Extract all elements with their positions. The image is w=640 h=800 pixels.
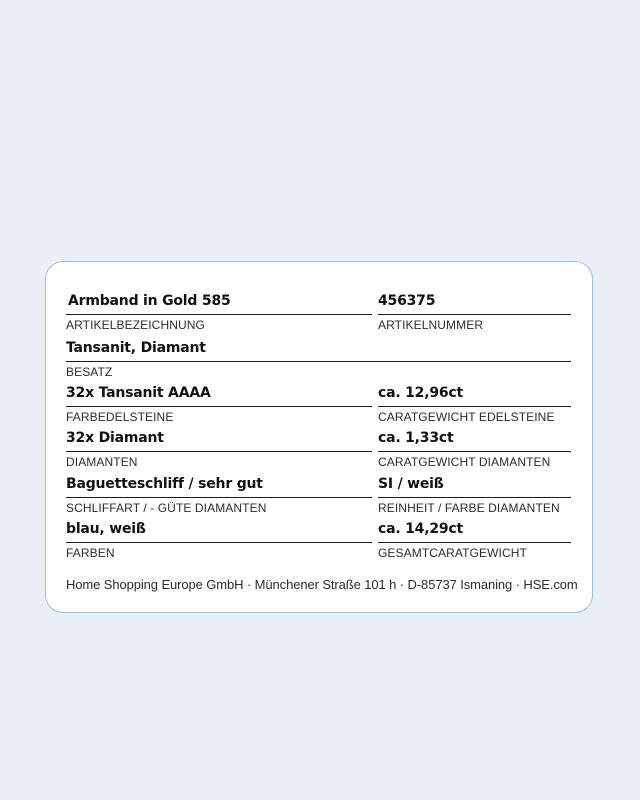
company-footer: Home Shopping Europe GmbH · Münchener Straße 101 h · D-85737 Ismaning · HSE.com <box>66 577 578 592</box>
divider-line <box>66 542 372 543</box>
gemstone-carat-label: CARATGEWICHT EDELSTEINE <box>378 410 555 424</box>
diamonds-label: DIAMANTEN <box>66 455 138 469</box>
setting-value: Tansanit, Diamant <box>66 340 206 356</box>
article-name-value: Armband in Gold 585 <box>68 293 231 309</box>
divider-line <box>66 361 571 362</box>
article-number-value: 456375 <box>378 293 436 309</box>
divider-line <box>378 542 571 543</box>
gemstone-carat-value: ca. 12,96ct <box>378 385 464 401</box>
divider-line <box>66 451 372 452</box>
divider-line <box>378 406 571 407</box>
total-carat-label: GESAMTCARATGEWICHT <box>378 546 527 560</box>
article-name-label: ARTIKELBEZEICHNUNG <box>66 318 205 332</box>
colored-gemstones-label: FARBEDELSTEINE <box>66 410 174 424</box>
colored-gemstones-value: 32x Tansanit AAAA <box>66 385 211 401</box>
diamond-carat-label: CARATGEWICHT DIAMANTEN <box>378 455 551 469</box>
clarity-color-label: REINHEIT / FARBE DIAMANTEN <box>378 501 560 515</box>
diamonds-value: 32x Diamant <box>66 430 164 446</box>
clarity-color-value: SI / weiß <box>378 476 444 492</box>
colors-value: blau, weiß <box>66 521 146 537</box>
colors-label: FARBEN <box>66 546 115 560</box>
article-number-label: ARTIKELNUMMER <box>378 318 484 332</box>
divider-line <box>378 451 571 452</box>
cut-quality-label: SCHLIFFART / - GÜTE DIAMANTEN <box>66 501 267 515</box>
divider-line <box>66 406 372 407</box>
divider-line <box>378 314 571 315</box>
setting-label: BESATZ <box>66 365 113 379</box>
total-carat-value: ca. 14,29ct <box>378 521 464 537</box>
diamond-carat-value: ca. 1,33ct <box>378 430 454 446</box>
cut-quality-value: Baguetteschliff / sehr gut <box>66 476 263 492</box>
divider-line <box>378 497 571 498</box>
product-info-card <box>45 261 593 613</box>
divider-line <box>66 314 372 315</box>
divider-line <box>66 497 372 498</box>
